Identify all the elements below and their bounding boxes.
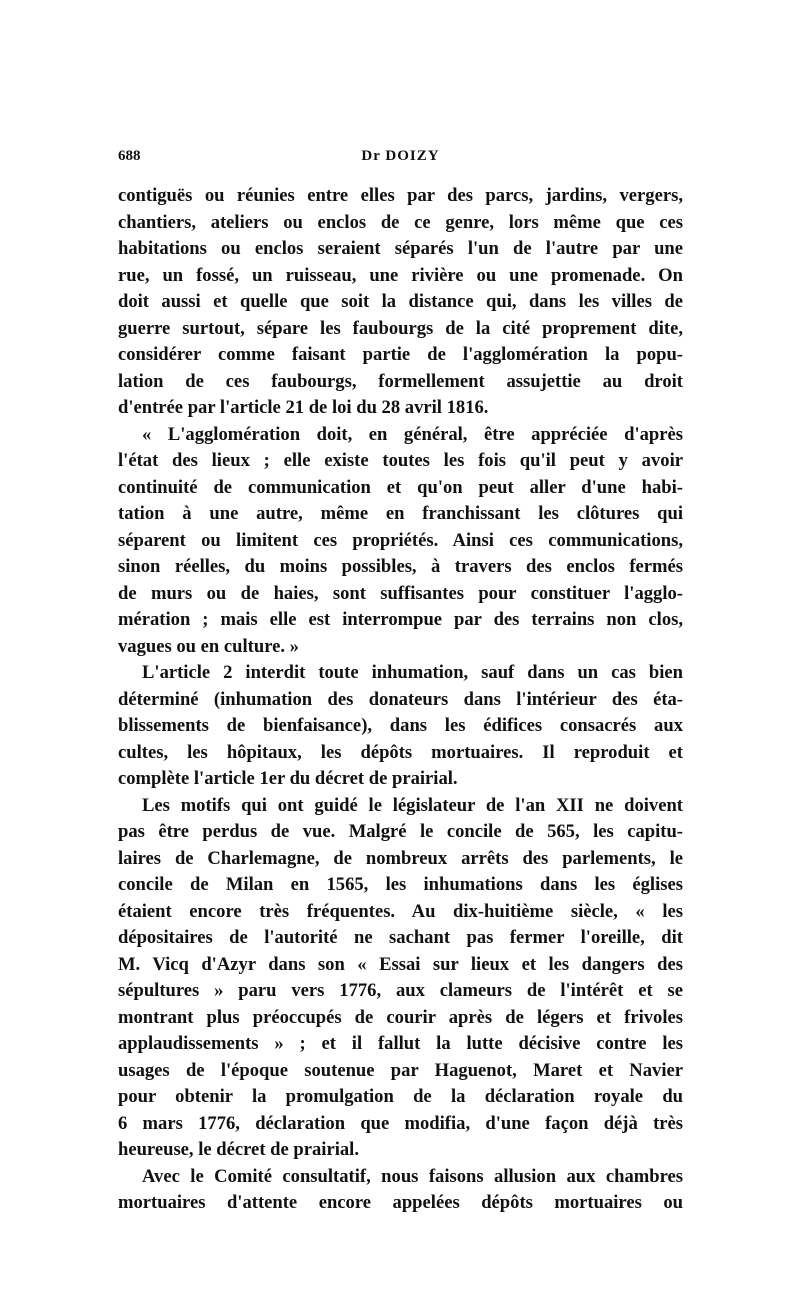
text-line: considérer comme faisant partie de l'agglomération la popu- — [118, 344, 683, 365]
text-line: contiguës ou réunies entre elles par des parcs, jardins, vergers, — [118, 185, 683, 206]
text-line: étaient encore très fréquentes. Au dix-huitième siècle, « les — [118, 900, 683, 922]
text-line: chantiers, ateliers ou enclos de ce genre, lors même que ces — [118, 211, 683, 233]
text-line: sinon réelles, du moins possibles, à travers des enclos fermés — [118, 556, 683, 577]
text-line: pour obtenir la promulgation de la déclaration royale du — [118, 1086, 683, 1107]
text-line: blissements de bienfaisance), dans les édifices consacrés aux — [118, 715, 683, 736]
text-line: « L'agglomération doit, en général, être appréciée d'après — [142, 423, 683, 445]
text-line: concile de Milan en 1565, les inhumations dans les églises — [118, 874, 683, 895]
text-line: cultes, les hôpitaux, les dépôts mortuaires. Il reproduit et — [118, 741, 683, 763]
text-line: déterminé (inhumation des donateurs dans l'intérieur des éta- — [118, 688, 683, 710]
text-line: complète l'article 1er du décret de prairial. — [118, 768, 458, 789]
text-line: mération ; mais elle est interrompue par des terrains non clos, — [118, 609, 683, 630]
text-line: L'article 2 interdit toute inhumation, sauf dans un cas bien — [142, 662, 683, 683]
text-line: lation de ces faubourgs, formellement assujettie au droit — [118, 370, 683, 392]
body-text — [118, 183, 683, 1217]
text-line: sépultures » paru vers 1776, aux clameurs de l'intérêt et se — [118, 980, 683, 1001]
text-line: Avec le Comité consultatif, nous faisons allusion aux chambres — [142, 1165, 683, 1187]
text-line: laires de Charlemagne, de nombreux arrêts des parlements, le — [118, 847, 683, 869]
text-line: l'état des lieux ; elle existe toutes les fois qu'il peut y avoir — [118, 450, 683, 471]
text-line: applaudissements » ; et il fallut la lutte décisive contre les — [118, 1033, 683, 1054]
text-line: rue, un fossé, un ruisseau, une rivière ou une promenade. On — [118, 264, 683, 286]
running-head: Dr DOIZY — [361, 148, 440, 164]
text-line: 6 mars 1776, déclaration que modifia, d'une façon déjà très — [118, 1112, 683, 1134]
text-line: habitations ou enclos seraient séparés l'un de l'autre par une — [118, 238, 683, 259]
text-line: guerre surtout, sépare les faubourgs de la cité proprement dite, — [118, 317, 683, 339]
text-line: tation à une autre, même en franchissant les clôtures qui — [118, 503, 683, 524]
text-line: M. Vicq d'Azyr dans son « Essai sur lieux et les dangers des — [118, 953, 683, 975]
text-line: mortuaires d'attente encore appelées dépôts mortuaires ou — [118, 1192, 683, 1213]
text-line: vagues ou en culture. » — [118, 635, 299, 657]
text-line: doit aussi et quelle que soit la distance qui, dans les villes de — [118, 291, 683, 312]
text-line: séparent ou limitent ces propriétés. Ainsi ces communications, — [118, 529, 683, 551]
text-line: montrant plus préoccupés de courir après de légers et frivoles — [118, 1006, 683, 1028]
text-line: usages de l'époque soutenue par Haguenot, Maret et Navier — [118, 1059, 683, 1081]
page-number: 688 — [118, 148, 141, 164]
text-line: Les motifs qui ont guidé le législateur de l'an XII ne doivent — [142, 794, 683, 816]
text-line: continuité de communication et qu'on peut aller d'une habi- — [118, 476, 683, 498]
page-header — [118, 148, 683, 172]
text-line: heureuse, le décret de prairial. — [118, 1139, 359, 1160]
text-line: de murs ou de haies, sont suffisantes pour constituer l'agglo- — [118, 582, 683, 604]
text-line: pas être perdus de vue. Malgré le concile de 565, les capitu- — [118, 821, 683, 842]
text-line: dépositaires de l'autorité ne sachant pas fermer l'oreille, dit — [118, 927, 683, 948]
text-line: d'entrée par l'article 21 de loi du 28 avril 1816. — [118, 397, 489, 418]
